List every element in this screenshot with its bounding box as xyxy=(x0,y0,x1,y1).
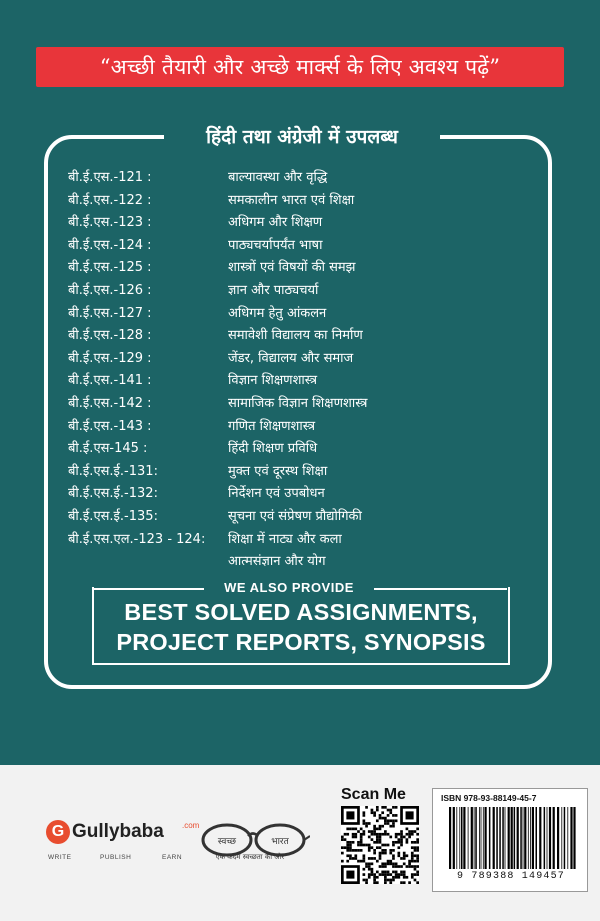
course-code: बी.ई.एस.-121 : xyxy=(68,170,152,185)
provide-divider-right xyxy=(374,588,507,590)
logo-domain: .com xyxy=(182,821,200,830)
course-row xyxy=(68,483,538,506)
course-row xyxy=(68,551,538,574)
isbn-text: ISBN 978-93-88149-45-7 xyxy=(441,793,537,803)
course-row xyxy=(68,257,538,280)
scan-label: Scan Me xyxy=(341,786,406,803)
course-code: बी.ई.एस.-142 : xyxy=(68,395,152,411)
course-code: बी.ई.एस.-123 : xyxy=(68,215,152,231)
course-title: सामाजिक विज्ञान शिक्षणशास्त्र xyxy=(228,395,368,411)
course-row xyxy=(68,461,538,484)
course-code: बी.ई.एस-145 : xyxy=(68,441,148,457)
course-list xyxy=(68,167,538,574)
course-row xyxy=(68,393,538,416)
qr-code[interactable] xyxy=(341,806,419,884)
provide-text xyxy=(92,597,510,657)
course-title: अधिगम हेतु आंकलन xyxy=(228,305,327,321)
course-title: जेंडर, विद्यालय और समाज xyxy=(228,350,354,366)
course-title: विज्ञान शिक्षणशास्त्र xyxy=(228,373,318,389)
course-code: बी.ई.एस.-124 : xyxy=(68,237,152,253)
provide-line-2: PROJECT REPORTS, SYNOPSIS xyxy=(116,629,486,655)
course-title: बाल्यावस्था और वृद्धि xyxy=(228,170,328,185)
logo-name: Gullybaba xyxy=(72,821,164,842)
barcode xyxy=(447,807,577,869)
course-row xyxy=(68,212,538,235)
course-title: हिंदी शिक्षण प्रविधि xyxy=(228,441,318,457)
course-row xyxy=(68,348,538,371)
course-code: बी.ई.एस.ई.-135: xyxy=(68,508,158,524)
isbn-digits: 9 789388 149457 xyxy=(456,871,565,882)
headline-banner: “अच्छी तैयारी और अच्छे मार्क्स के लिए अवश्य पढ़ें” xyxy=(36,47,564,87)
swachh-left-text: स्वच्छ xyxy=(217,837,237,847)
isbn-barcode-box xyxy=(432,788,588,892)
course-row xyxy=(68,235,538,258)
course-title: ज्ञान और पाठ्यचर्या xyxy=(228,282,319,298)
course-title: मुक्त एवं दूरस्थ शिक्षा xyxy=(228,463,328,479)
course-title: शास्त्रों एवं विषयों की समझ xyxy=(228,260,356,276)
tag-write: WRITE xyxy=(48,854,72,861)
course-row xyxy=(68,167,538,190)
course-code: बी.ई.एस.ई.-131: xyxy=(68,463,158,479)
tag-earn: EARN xyxy=(162,854,183,861)
course-row xyxy=(68,416,538,439)
course-title: निर्देशन एवं उपबोधन xyxy=(228,486,325,502)
course-code: बी.ई.एस.-129 : xyxy=(68,350,152,366)
course-row xyxy=(68,438,538,461)
course-title: शिक्षा में नाट्य और कला xyxy=(228,531,342,547)
provide-line-1: BEST SOLVED ASSIGNMENTS, xyxy=(124,599,478,625)
course-code: बी.ई.एस.ई.-132: xyxy=(68,486,158,502)
course-code: बी.ई.एस.एल.-123 - 124: xyxy=(68,531,206,547)
course-row xyxy=(68,370,538,393)
course-code: बी.ई.एस.-122 : xyxy=(68,192,152,208)
course-title: सूचना एवं संप्रेषण प्रौद्योगिकी xyxy=(228,508,362,524)
course-code: बी.ई.एस.-127 : xyxy=(68,305,152,321)
swachh-right-text: भारत xyxy=(271,837,289,847)
logo-g-icon: G xyxy=(46,820,70,844)
provide-divider-left xyxy=(94,588,204,590)
course-title: आत्मसंज्ञान और योग xyxy=(228,554,326,570)
gandhi-glasses-icon xyxy=(200,822,310,872)
course-code: बी.ई.एस.-143 : xyxy=(68,418,152,434)
provide-label: WE ALSO PROVIDE xyxy=(224,580,354,595)
tag-publish: PUBLISH xyxy=(100,854,132,861)
course-code: बी.ई.एस.-141 : xyxy=(68,373,152,389)
panel-title: हिंदी तथा अंग्रेजी में उपलब्ध xyxy=(164,119,440,155)
course-row xyxy=(68,325,538,348)
course-title: समावेशी विद्यालय का निर्माण xyxy=(228,328,363,344)
course-title: पाठ्यचर्यापर्यंत भाषा xyxy=(228,237,323,253)
course-title: समकालीन भारत एवं शिक्षा xyxy=(228,192,355,208)
course-row xyxy=(68,506,538,529)
course-row xyxy=(68,529,538,552)
course-row xyxy=(68,280,538,303)
course-title: अधिगम और शिक्षण xyxy=(228,215,323,231)
course-code: बी.ई.एस.-125 : xyxy=(68,260,152,276)
course-code: बी.ई.एस.-126 : xyxy=(68,282,152,298)
course-row xyxy=(68,303,538,326)
course-row xyxy=(68,190,538,213)
swachh-tagline: एक कदम स्वच्छता की ओर xyxy=(215,853,285,861)
course-code: बी.ई.एस.-128 : xyxy=(68,328,152,344)
course-title: गणित शिक्षणशास्त्र xyxy=(228,418,315,434)
